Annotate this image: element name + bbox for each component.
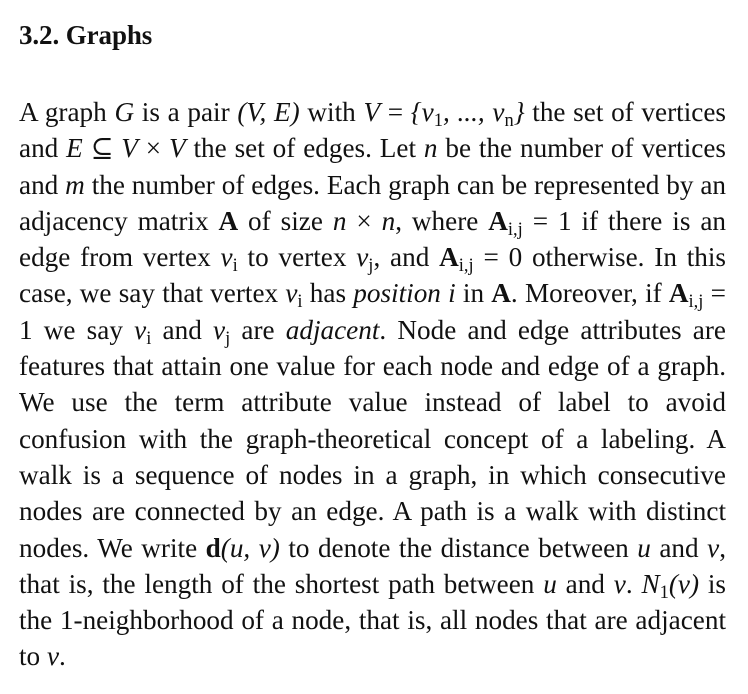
text-run: × (137, 133, 169, 164)
emphasis-term: position (353, 278, 441, 309)
definition-paragraph (19, 94, 726, 675)
text-run: and (650, 532, 708, 563)
subscript: i,j (458, 255, 474, 276)
text-run: A graph (19, 97, 115, 127)
text-run: be the number of vertices and (19, 133, 726, 200)
text-run: and (556, 568, 614, 599)
math-symbol: (V, E) (237, 97, 300, 127)
subscript: j (225, 327, 231, 348)
math-symbol: N (641, 568, 660, 599)
text-run: = 0 otherwise. In this case, we say that vertex (19, 242, 726, 309)
text-run: the set of edges. Let (185, 133, 424, 164)
bold-symbol: A (668, 278, 689, 309)
section-title: Graphs (65, 20, 153, 50)
math-symbol: v (707, 532, 720, 563)
text-run: = 1 if there is an edge from vertex (19, 205, 726, 273)
math-symbol: } (513, 97, 525, 127)
subscript: n (504, 110, 514, 131)
text-run: . (625, 568, 642, 599)
text-run: to vertex (237, 242, 357, 273)
math-symbol: v (220, 242, 233, 273)
text-run: . Moreover, if (510, 278, 669, 309)
text-run: , and (373, 242, 440, 273)
text-run: in (455, 278, 492, 309)
subscript: i (146, 327, 152, 348)
subscript: 1 (433, 110, 443, 131)
section-heading (19, 18, 726, 52)
text-run: to denote the distance between (279, 532, 638, 563)
math-symbol: E (66, 133, 83, 164)
bold-symbol: A (491, 278, 511, 309)
subscript: i,j (507, 219, 523, 240)
math-symbol: (v) (668, 568, 700, 599)
text-run: has (302, 278, 354, 309)
math-symbol: n (423, 133, 438, 164)
text-run: of size (238, 205, 333, 236)
math-symbol: v (134, 314, 147, 345)
math-symbol: v (212, 314, 226, 345)
math-symbol: G (114, 97, 135, 127)
text-run: is the 1-neighborhood of a node, that is, all nodes that are adjacent to (19, 568, 726, 672)
text-run: , where (395, 205, 489, 236)
emphasis-term: adjacent (285, 314, 380, 345)
math-symbol: V (363, 97, 381, 127)
math-symbol: i (448, 278, 456, 309)
math-symbol: v (46, 641, 60, 672)
text-run: = (380, 97, 411, 127)
math-symbol: v (356, 242, 369, 273)
text-run: ⊆ (82, 133, 122, 164)
math-symbol: v (613, 568, 626, 599)
text-run: × (346, 205, 382, 236)
text-run: the number of edges. Each graph can be represented by an adjacency matrix (19, 169, 726, 236)
subscript: 1 (659, 582, 669, 603)
math-symbol: n (332, 205, 347, 236)
math-symbol: (u, v) (220, 532, 280, 563)
bold-symbol: A (488, 205, 508, 236)
math-symbol: V (169, 133, 186, 164)
text-run: with (299, 97, 364, 127)
math-symbol: V (121, 133, 138, 164)
math-symbol: m (65, 169, 85, 200)
text-run: . Node and edge attributes are features that attain one value for each node and edge of a graph. We use the term attribute value instead of label to avoid confusion with the graph-theoretical concept of a labeling. A walk is a sequence of nodes in a graph, in which consecutive nodes are connected by an edge. A path is a walk with distinct nodes. We write (19, 314, 726, 563)
subscript: i,j (688, 291, 704, 312)
text-run: = 1 we say (19, 278, 727, 345)
math-symbol: v (285, 278, 298, 309)
math-symbol: u (637, 532, 651, 563)
text-run: , that is, the length of the shortest path between (19, 532, 726, 599)
text-run: the set of vertices and (19, 97, 726, 164)
math-symbol: u (543, 568, 557, 599)
section-number: 3.2. (19, 20, 60, 50)
text-run: . (59, 641, 66, 672)
math-symbol: , ..., v (442, 97, 505, 127)
text-run: is a pair (134, 97, 238, 127)
math-symbol: n (381, 205, 396, 236)
bold-symbol: d (205, 532, 221, 563)
subscript: i (232, 255, 238, 276)
bold-symbol: A (439, 242, 459, 273)
text-run: are (230, 314, 286, 345)
bold-symbol: A (218, 205, 239, 236)
subscript: j (368, 255, 374, 276)
math-symbol: {v (410, 97, 434, 127)
subscript: i (297, 291, 303, 312)
text-run: and (151, 314, 213, 345)
